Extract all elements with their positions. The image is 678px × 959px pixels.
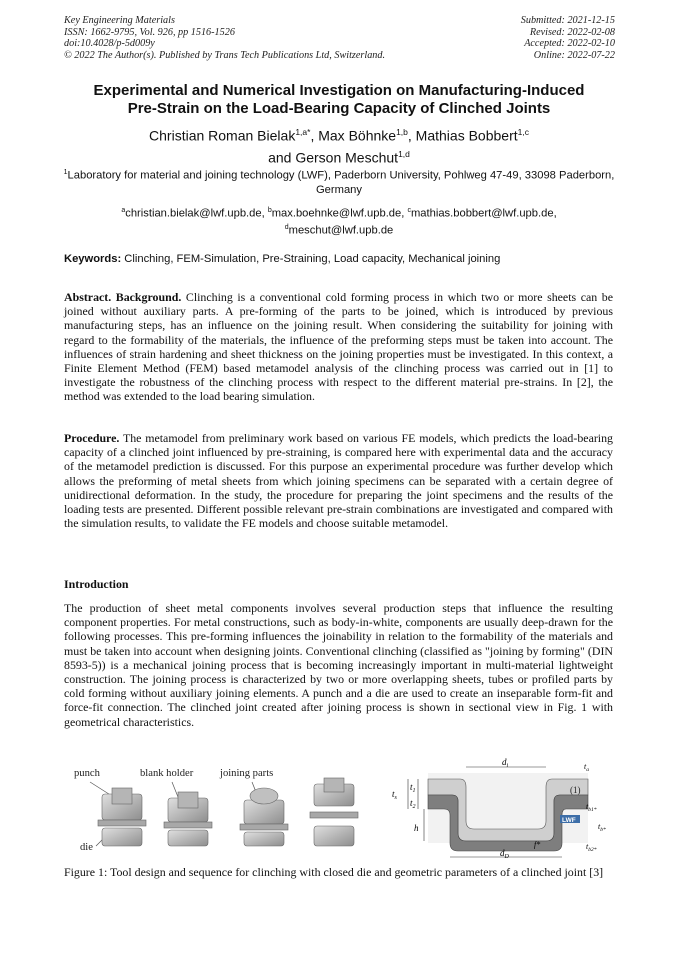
date-online: Online: 2022-07-22 (533, 49, 615, 61)
section-heading-introduction: Introduction (64, 577, 129, 591)
author-name: Mathias Bobbert (415, 127, 518, 144)
journal-copyright: © 2022 The Author(s). Published by Trans Tech Publications Ltd, Switzerland. (64, 49, 386, 61)
tool-stage-1 (98, 788, 146, 846)
author-sup: 1,c (517, 127, 529, 137)
dim-tb: $t_{b*}$ (598, 822, 606, 833)
affiliation (60, 166, 618, 198)
dim-ts: $t_s$ (392, 789, 397, 801)
email-list: $^a$christian.bielak@lwf.upb.de, $^b$max.boehnke@lwf.upb.de, $^c$mathias.bobbert@lwf.upb.de, $^d$meschut@lwf.upb.de (121, 207, 557, 237)
author-sup: 1,b (396, 127, 408, 137)
label-die: die (80, 842, 93, 853)
date-revised: Revised: 2022-02-08 (529, 26, 615, 38)
part-label: (1) (570, 785, 581, 795)
figure-caption: Figure 1: Tool design and sequence for clinching with closed die and geometric parameters of a clinched joint [3] (64, 865, 604, 879)
abstract-procedure-label: Procedure. (64, 431, 120, 445)
dim-t1: $t_1$ (410, 782, 416, 794)
dim-tb1: $t_{b1*}$ (586, 802, 597, 813)
tool-stage-3 (240, 788, 288, 846)
clinch-geometry-figure (388, 757, 618, 861)
label-blank-holder: blank holder (140, 768, 194, 779)
dim-ta: $t_a$ (584, 762, 589, 773)
keywords-text: Clinching, FEM-Simulation, Pre-Straining, Load capacity, Mechanical joining (121, 253, 501, 265)
title-line-1: Experimental and Numerical Investigation on Manufacturing-Induced (93, 82, 585, 99)
author-sup: 1,a* (295, 127, 311, 137)
email-link[interactable]: christian.bielak@lwf.upb.de (125, 207, 262, 220)
label-punch: punch (74, 768, 100, 779)
logo-lwf: LWF (562, 817, 576, 824)
author-list: Christian Roman Bielak$^{1,a*}$, Max Böhnke$^{1,b}$, Mathias Bobbert$^{1,c}$ and Gerson Meschut$^{1,d}$ (149, 127, 529, 166)
author-name: and Gerson Meschut (268, 149, 399, 166)
email-link[interactable]: max.boehnke@lwf.upb.de (271, 207, 402, 220)
author-name: Christian Roman Bielak (149, 127, 296, 144)
abstract-background (64, 290, 613, 404)
label-joining-parts: joining parts (220, 768, 274, 779)
affiliation-sup: 1 (63, 169, 68, 176)
journal-issn: ISSN: 1662-9795, Vol. 926, pp 1516-1526 (64, 26, 235, 38)
date-submitted: Submitted: 2021-12-15 (520, 15, 615, 26)
affiliation-text: Laboratory for material and joining technology (LWF), Paderborn University, Pohlweg 47-49, 33098 Paderborn, Germany (67, 169, 615, 197)
tool-sequence-drawing (62, 770, 384, 858)
keywords-label: Keywords: (64, 253, 122, 265)
email-link[interactable]: meschut@lwf.upb.de (288, 224, 394, 237)
dim-dd: $d_D$ (500, 848, 509, 860)
dim-di: $d_i$ (502, 757, 509, 769)
abstract-background-text: Clinching is a conventional cold forming process in which two or more sheets can be joined without auxiliary parts. A pre-forming of the parts to be joined, which is introduced by previous manufacturing steps, has an influence on the joining result. When considering the suitability for joining with regard to the formability of the materials, the influence of the preforming steps must be taken into account. The influences of strain hardening and sheet thickness on the joining properties must be investigated. In this context, a Finite Element Method (FEM) based metamodel analysis of the clinching process was carried out in [1] to investigate the robustness of the clinching process with respect to the different material pre-strains. In [2], the method was extended to the load bearing simulation. (64, 290, 613, 404)
keywords (64, 252, 624, 266)
abstract-procedure-text: The metamodel from preliminary work based on various FE models, which predicts the load-bearing capacity of a clinched joint influenced by pre-straining, is compared here with experimental data and the accuracy of the metamodel prediction is discussed. For this purpose an experimental procedure was further develop which allows the preforming of metal sheets from which joining specimens can be separated with a certain degree of unidirectional deformation. In the study, the procedure for preparing the joint specimens and the results of the loading tests are presented. Different possible relevant pre-strain combinations are investigated and compared with the simulation results, to validate the FE models and choose suitable metamodel. (64, 431, 613, 531)
dim-tb2: $t_{b2*}$ (586, 842, 597, 853)
clinch-geometry-drawing (388, 757, 618, 861)
journal-info (64, 15, 385, 61)
author-sup: 1,d (398, 149, 410, 160)
introduction-paragraph: The production of sheet metal components involves several production steps that influence the resulting component properties. For metal constructions, such as body-in-white, components are usually deep-drawn for the following processes. This pre-forming influences the joinability in relation to the formability of the materials and must be taken into account when designing joints. Conventional clinching (classified as "joining by forming" (DIN 8593-5)) is a mechanical joining process that is becoming increasingly important in multi-material lightweight construction. The joining process is characterized by two or more overlapping sheets, tubes or profiled parts by cold forming without auxiliary joining elements. A punch and a die are used to create an inseparable form-fit and force-fit connection. The clinched joint created after joining process is shown in sectional view in Fig. 1 with geometrical characteristics. (64, 601, 613, 729)
paper-title (40, 82, 638, 118)
abstract-background-label: Abstract. Background. (64, 290, 182, 304)
journal-doi: doi:10.4028/p-5d009y (64, 38, 155, 50)
tool-stage-4 (310, 778, 358, 846)
submission-dates (521, 15, 615, 61)
tool-sequence-figure (62, 770, 384, 858)
dim-h: h (414, 823, 419, 833)
dim-f: f* (534, 840, 541, 849)
title-line-2: Pre-Strain on the Load-Bearing Capacity of Clinched Joints (127, 100, 551, 117)
journal-name: Key Engineering Materials (64, 15, 175, 26)
date-accepted: Accepted: 2022-02-10 (524, 38, 615, 50)
abstract-procedure (64, 431, 613, 530)
email-link[interactable]: mathias.bobbert@lwf.upb.de (410, 207, 554, 220)
dim-t2: $t_2$ (410, 798, 416, 810)
author-name: Max Böhnke (318, 127, 397, 144)
tool-stage-2 (164, 792, 212, 846)
